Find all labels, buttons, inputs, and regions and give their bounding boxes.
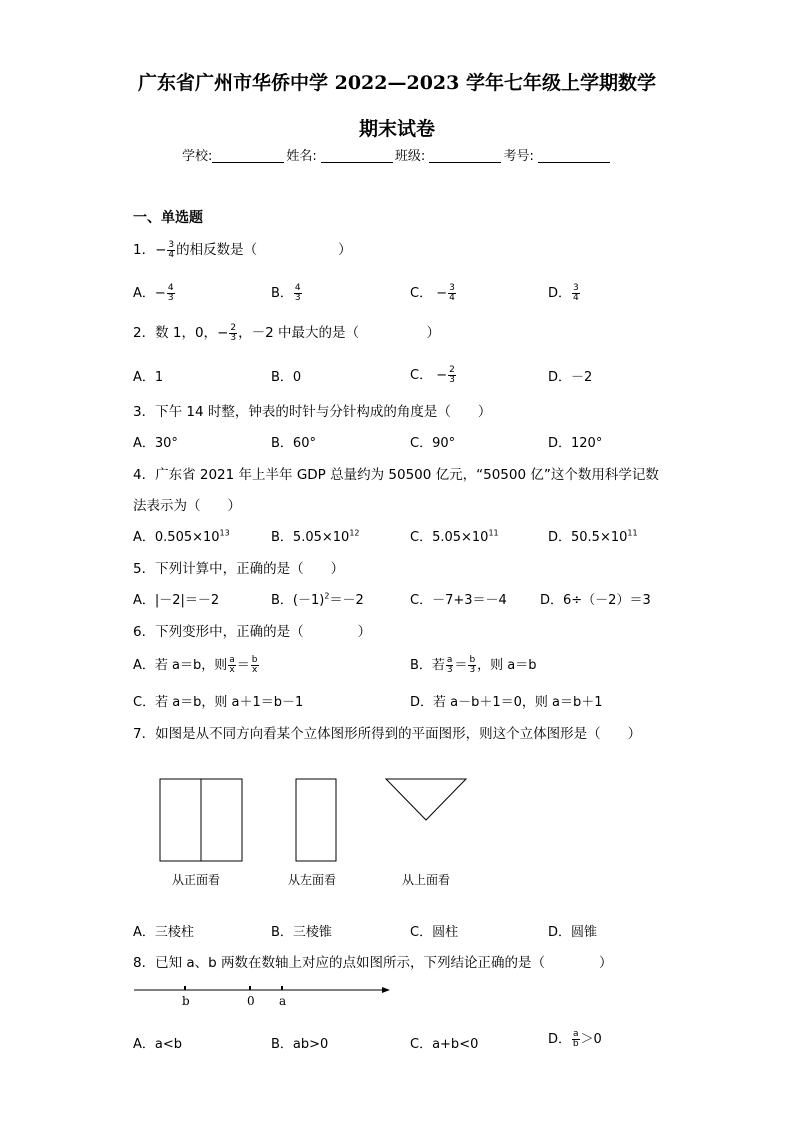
q3-option-d[interactable]: D．120° [548, 436, 603, 451]
q8-option-b[interactable]: B．ab>0 [271, 1037, 329, 1052]
number-line-label-zero: 0 [247, 994, 255, 1008]
question-text: ，－2 中最大的是（ ） [238, 325, 440, 341]
fraction [167, 241, 175, 260]
denominator: x [229, 665, 235, 675]
option-text: B．(－1) [271, 593, 325, 608]
exponent: 12 [349, 528, 360, 538]
q1-option-c[interactable] [410, 282, 457, 303]
denominator: 3 [449, 375, 455, 385]
question-5: 5．下列计算中，正确的是（ ） [133, 561, 345, 577]
fraction [448, 284, 456, 303]
option-text: ，则 a＝b [477, 658, 537, 673]
three-views-figure [150, 770, 480, 870]
q3-option-b[interactable]: B．60° [271, 436, 316, 451]
question-4-line1: 4．广东省 2021 年上半年 GDP 总量约为 50500 亿元，“50500 亿”这个数用科学记数 [133, 467, 659, 483]
fraction [446, 656, 454, 675]
q3-option-a[interactable]: A．30° [133, 436, 178, 451]
denominator: 3 [230, 332, 237, 343]
option-label: C． [410, 368, 433, 383]
denominator: 3 [294, 293, 301, 303]
q7-option-a[interactable]: A．三棱柱 [133, 925, 194, 940]
denominator: 3 [469, 665, 476, 675]
number-line-figure [130, 980, 400, 1010]
numerator: a [446, 655, 453, 665]
numerator: 2 [230, 322, 237, 333]
exponent: 11 [627, 528, 638, 538]
name-blank [321, 148, 393, 163]
option-label: A． [133, 286, 155, 301]
numerator: 3 [168, 239, 175, 250]
school-blank [212, 148, 284, 163]
minus-sign: − [155, 242, 167, 258]
question-text: 2．数 1，0， [133, 325, 218, 341]
option-text: B．若 [410, 658, 445, 673]
question-number: 1． [133, 242, 156, 258]
section-heading: 一、单选题 [133, 210, 203, 226]
numerator: 4 [167, 283, 174, 293]
question-2 [133, 321, 440, 343]
numerator: a [229, 655, 235, 665]
student-info-line [0, 145, 794, 164]
q8-option-a[interactable]: A．a<b [133, 1037, 183, 1052]
option-text: C．5.05×10 [410, 530, 489, 545]
numerator: 3 [449, 283, 455, 293]
exponent: 13 [219, 528, 230, 538]
numerator: a [573, 1029, 579, 1039]
name-label: 姓名: [286, 149, 317, 164]
denominator: 3 [167, 293, 174, 303]
denominator: 3 [446, 665, 453, 675]
q6-option-d[interactable]: D．若 a－b＋1＝0，则 a＝b＋1 [410, 695, 603, 710]
q4-option-b[interactable] [271, 526, 360, 545]
fraction [448, 366, 456, 385]
caption-front-view: 从正面看 [172, 873, 221, 887]
caption-top-view: 从上面看 [402, 873, 451, 887]
question-6: 6．下列变形中，正确的是（ ） [133, 624, 372, 640]
question-7: 7．如图是从不同方向看某个立体图形所得到的平面图形，则这个立体图形是（ ） [133, 726, 642, 742]
equals-sign: ＝ [454, 658, 468, 673]
fraction [228, 656, 236, 675]
number-line-label-b: b [182, 994, 190, 1008]
exponent: 11 [488, 528, 499, 538]
equals-sign: ＝ [236, 658, 250, 673]
q7-option-d[interactable]: D．圆锥 [548, 925, 598, 940]
fraction [251, 656, 259, 675]
denominator: 4 [168, 249, 175, 260]
fraction [572, 1030, 580, 1049]
fraction [468, 656, 476, 675]
option-label: D． [548, 286, 572, 301]
minus-sign: − [436, 368, 448, 383]
q7-option-c[interactable]: C．圆柱 [410, 925, 459, 940]
q2-option-a[interactable]: A．1 [133, 370, 164, 385]
top-view-triangle [386, 779, 466, 820]
left-view-rect [296, 779, 336, 861]
question-4-line2: 法表示为（ ） [133, 498, 241, 514]
option-text: ＞0 [580, 1032, 602, 1047]
q5-option-a[interactable]: A．|－2|＝－2 [133, 593, 220, 608]
option-text: A．若 a＝b，则 [133, 658, 228, 673]
q4-option-d[interactable] [548, 526, 638, 545]
q1-option-d[interactable] [548, 282, 581, 303]
denominator: b [572, 1039, 579, 1049]
numerator: b [469, 655, 476, 665]
q1-option-b[interactable] [271, 282, 303, 303]
page-title-line1: 广东省广州市华侨中学 2022—2023 学年七年级上学期数学 [138, 72, 656, 94]
fraction [572, 284, 580, 303]
page-title-line2: 期末试卷 [358, 118, 435, 140]
q1-option-a[interactable] [133, 282, 176, 303]
q5-option-c[interactable]: C．－7+3＝－4 [410, 593, 507, 608]
number-line-label-a: a [279, 994, 287, 1008]
option-text: ＝－2 [329, 593, 364, 608]
q6-option-a[interactable] [133, 654, 260, 675]
numerator: b [251, 655, 258, 665]
number-line-arrow [382, 987, 390, 993]
q3-option-c[interactable]: C．90° [410, 436, 456, 451]
q8-option-c[interactable]: C．a+b<0 [410, 1037, 479, 1052]
fraction [294, 284, 302, 303]
class-blank [429, 148, 501, 163]
q2-option-c[interactable] [410, 364, 457, 385]
q6-option-c[interactable]: C．若 a＝b，则 a＋1＝b－1 [133, 695, 304, 710]
numerator: 2 [449, 365, 455, 375]
numerator: 4 [294, 283, 301, 293]
question-text: 的相反数是（ ） [176, 242, 352, 258]
fraction [229, 324, 237, 343]
question-3: 3．下午 14 时整，钟表的时针与分针构成的角度是（ ） [133, 404, 492, 420]
q4-option-c[interactable] [410, 526, 499, 545]
number-label: 考号: [503, 149, 534, 164]
option-label: D． [548, 1032, 572, 1047]
exponent: 2 [324, 591, 330, 601]
q8-option-d[interactable] [548, 1028, 602, 1049]
q7-option-b[interactable]: B．三棱锥 [271, 925, 332, 940]
class-label: 班级: [394, 149, 426, 164]
school-label: 学校: [182, 149, 213, 164]
minus-sign: − [154, 286, 166, 301]
option-text: B．5.05×10 [271, 530, 350, 545]
q5-option-d[interactable]: D．6÷（－2）＝3 [540, 593, 651, 608]
option-label: B． [271, 286, 293, 301]
denominator: 4 [573, 293, 579, 303]
q4-option-a[interactable] [133, 526, 230, 545]
minus-sign: − [217, 325, 229, 341]
question-8: 8．已知 a、b 两数在数轴上对应的点如图所示，下列结论正确的是（ ） [133, 955, 613, 971]
caption-left-view: 从左面看 [288, 873, 337, 887]
number-blank [538, 148, 610, 163]
fraction [167, 284, 175, 303]
minus-sign: − [436, 286, 448, 301]
q5-option-b[interactable] [271, 589, 364, 608]
option-label: C． [410, 286, 433, 301]
q2-option-b[interactable]: B．0 [271, 370, 302, 385]
option-text: A．0.505×10 [133, 530, 220, 545]
question-1 [133, 238, 352, 260]
denominator: x [251, 665, 258, 675]
numerator: 3 [573, 283, 579, 293]
option-text: D．50.5×10 [548, 530, 628, 545]
q6-option-b[interactable] [410, 654, 537, 675]
denominator: 4 [449, 293, 455, 303]
q2-option-d[interactable]: D．－2 [548, 370, 593, 385]
